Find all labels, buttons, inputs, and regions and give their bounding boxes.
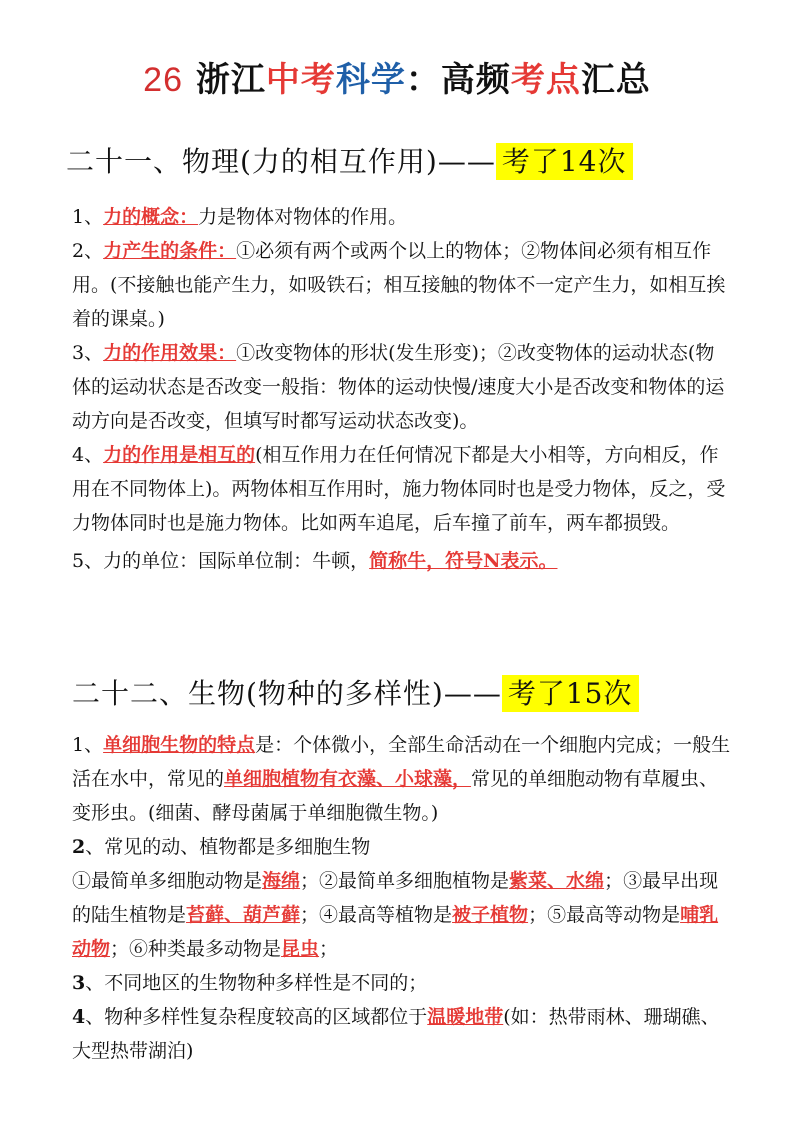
item-number: 4、	[72, 444, 104, 466]
item-text: 、不同地区的生物物种多样性是不同的；	[85, 972, 428, 994]
item-number: 1、	[72, 734, 104, 756]
list-item	[72, 200, 732, 234]
list-item	[72, 544, 732, 578]
key-term: 海绵	[262, 870, 301, 892]
key-term: 哺乳动物	[72, 904, 719, 960]
item-number: 2、	[72, 240, 104, 262]
frequency-badge: 考了14次	[496, 143, 633, 180]
key-term: 力的概念：	[103, 206, 199, 228]
item-number: 3、	[72, 342, 104, 364]
item-text: 、物种多样性复杂程度较高的区域都位于	[85, 1006, 428, 1028]
list-item	[72, 728, 732, 830]
title-part: 浙江	[182, 60, 266, 100]
section-body-biology	[72, 728, 732, 1068]
key-term: 力的作用效果：	[103, 342, 237, 364]
item-text: 力的单位：国际单位制：牛顿，	[103, 550, 370, 572]
title-part: 科学	[335, 60, 406, 100]
item-number: 1、	[72, 206, 104, 228]
list-item	[72, 864, 732, 966]
title-part: ：高频	[405, 60, 511, 100]
item-text: (如：热带雨林、珊瑚礁、大型热带湖泊)	[72, 1006, 720, 1062]
list-item	[72, 438, 732, 540]
section-heading-text: 二十一、物理(力的相互作用)——	[66, 145, 496, 178]
title-part: 中考	[265, 60, 336, 100]
section-heading-biology	[72, 672, 639, 712]
key-term: 紫菜、水绵	[509, 870, 605, 892]
item-number: 2	[72, 836, 86, 858]
item-number: 5、	[72, 550, 104, 572]
frequency-badge: 考了15次	[502, 675, 639, 712]
key-term: 单细胞生物的特点	[103, 734, 256, 756]
item-text: ；④最高等植物是	[300, 904, 453, 926]
item-text: ；⑤最高等动物是	[528, 904, 681, 926]
key-term: 温暖地带	[427, 1006, 504, 1028]
item-text: ；	[319, 938, 339, 960]
section-heading-text: 二十二、生物(物种的多样性)——	[72, 677, 502, 710]
key-term: 简称牛，符号N表示。	[369, 550, 558, 572]
title-part: 考点	[510, 60, 581, 100]
section-body-physics	[72, 200, 732, 578]
title-part: 汇总	[580, 60, 651, 100]
item-text: 常见的单细胞动物有草履虫、变形虫。(细菌、酵母菌属于单细胞微生物。)	[72, 768, 719, 824]
list-item	[72, 830, 732, 864]
key-term: 单细胞植物有衣藻、小球藻，	[224, 768, 472, 790]
item-number: 4	[72, 1006, 86, 1028]
item-number: 3	[72, 972, 86, 994]
item-text: ①必须有两个或两个以上的物体；②物体间必须有相互作用。(不接触也能产生力，如吸铁石；相互接触的物体不一定产生力，如相互挨着的课桌。)	[72, 240, 726, 330]
item-text: (相互作用力在任何情况下都是大小相等，方向相反，作用在不同物体上)。两物体相互作用时，施力物体同时也是受力物体，反之，受力物体同时也是施力物体。比如两车追尾，后车撞了前车，两车都损毁。	[72, 444, 726, 534]
section-heading-physics	[66, 140, 633, 180]
item-text: ；②最简单多细胞植物是	[300, 870, 510, 892]
item-text: ；⑥种类最多动物是	[110, 938, 282, 960]
list-item	[72, 336, 732, 438]
key-term: 力的作用是相互的	[103, 444, 256, 466]
list-item	[72, 1000, 732, 1068]
list-item	[72, 966, 732, 1000]
item-text: ；③最早出现的陆生植物是	[72, 870, 719, 926]
item-text: 、常见的动、植物都是多细胞生物	[85, 836, 371, 858]
item-text: 是：个体微小，全部生命活动在一个细胞内完成；一般生活在水中，常见的	[72, 734, 731, 790]
title-number: 26	[143, 61, 183, 99]
key-term: 力产生的条件：	[103, 240, 237, 262]
item-text: ①改变物体的形状(发生形变)；②改变物体的运动状态(物体的运动状态是否改变一般指：物体的运动快慢/速度大小是否改变和物体的运动方向是否改变，但填写时都写运动状态改变)。	[72, 342, 725, 432]
page-title	[0, 52, 794, 101]
item-text: ①最简单多细胞动物是	[72, 870, 263, 892]
list-item	[72, 234, 732, 336]
key-term: 被子植物	[452, 904, 529, 926]
item-text: 力是物体对物体的作用。	[198, 206, 408, 228]
key-term: 昆虫	[281, 938, 320, 960]
key-term: 苔藓、葫芦藓	[186, 904, 301, 926]
